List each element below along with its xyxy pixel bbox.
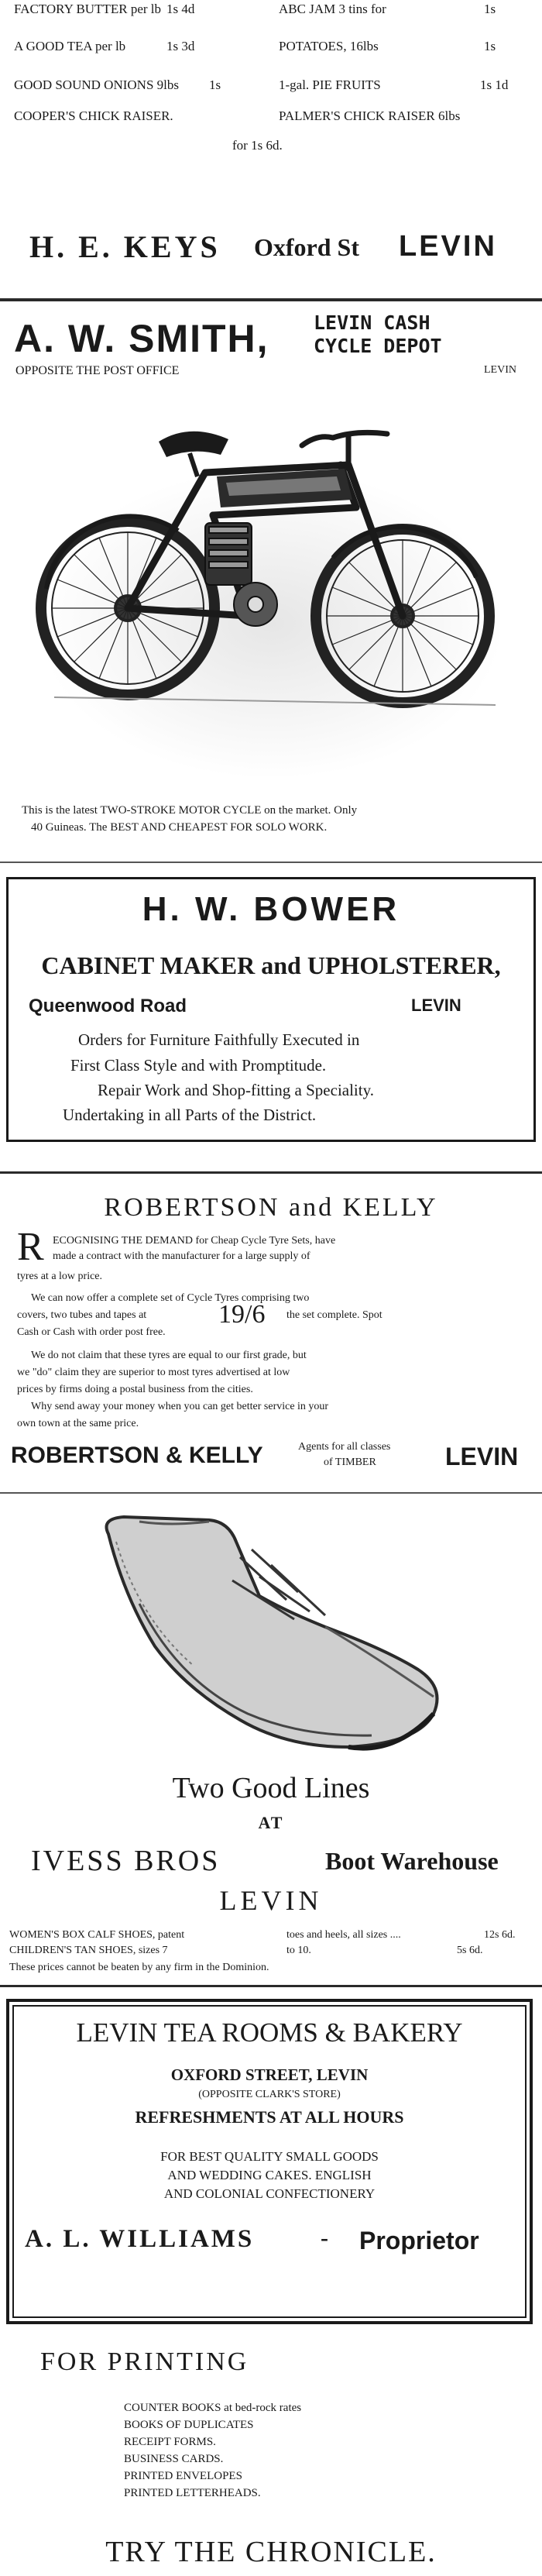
smith-town: LEVIN [484,364,516,376]
keys-price-jam: 1s [484,2,496,16]
robertson-agents-line1: Agents for all classes [298,1441,391,1453]
motorcycle-illustration [23,391,511,786]
robertson-p2-line2: covers, two tubes and tapes at [17,1309,147,1321]
robertson-p1-line3: tyres at a low price. [17,1271,103,1282]
bower-line3: Repair Work and Shop-fitting a Speciality. [98,1081,374,1099]
tearooms-role: Proprietor [359,2227,479,2254]
bower-trade: CABINET MAKER and UPHOLSTERER, [41,951,501,979]
robertson-agents-line2: of TIMBER [324,1457,376,1468]
divider [0,1985,542,1987]
ivess-line1-left: WOMEN'S BOX CALF SHOES, patent [9,1929,185,1941]
robertson-p3-line2: we "do" claim they are superior to most tyres advertised at low [17,1367,290,1378]
smith-name: A. W. SMITH, [14,317,269,360]
tearooms-ad [6,1999,533,2324]
robertson-price: 19/6 [218,1300,266,1329]
bower-road: Queenwood Road [29,996,187,1016]
bower-line1: Orders for Furniture Faithfully Executed in [78,1030,360,1049]
chronicle-item6: PRINTED LETTERHEADS. [124,2487,261,2499]
smith-depot-line1: LEVIN CASH [314,311,431,334]
tearooms-line1: FOR BEST QUALITY SMALL GOODS [160,2149,379,2164]
tearooms-line2: AND WEDDING CAKES. ENGLISH [167,2168,372,2182]
chronicle-item4: BUSINESS CARDS. [124,2453,224,2465]
divider [0,298,542,301]
keys-name: H. E. KEYS [29,229,221,264]
keys-price-potatoes: 1s [484,39,496,53]
smith-depot-line2: CYCLE DEPOT [314,335,442,357]
ivess-warehouse: Boot Warehouse [325,1847,499,1875]
chronicle-item3: RECEIPT FORMS. [124,2436,216,2448]
keys-price-butter: 1s 4d [166,2,195,16]
tearooms-dash: - [321,2225,328,2251]
robertson-p3-line1: We do not claim that these tyres are equal to our first grade, but [31,1350,307,1361]
keys-price-tea: 1s 3d [166,39,195,53]
ivess-line3: These prices cannot be beaten by any firm in the Dominion. [9,1962,269,1973]
robertson-town: LEVIN [445,1443,519,1470]
smith-caption-line2: 40 Guineas. The BEST AND CHEAPEST FOR SOLO WORK. [31,821,328,834]
robertson-p3-line5: own town at the same price. [17,1418,139,1429]
ivess-name: IVESS BROS [31,1845,221,1877]
robertson-p2-line3: Cash or Cash with order post free. [17,1326,166,1338]
bower-ad [6,877,536,1142]
keys-item-onions: GOOD SOUND ONIONS 9lbs [14,77,179,92]
keys-item-piefruits: 1-gal. PIE FRUITS [279,77,381,92]
keys-street: Oxford St [254,233,359,261]
chronicle-item2: BOOKS OF DUPLICATES [124,2419,254,2431]
robertson-footer-name: ROBERTSON & KELLY [11,1443,263,1468]
keys-item-butter: FACTORY BUTTER per lb [14,2,161,16]
keys-town: LEVIN [399,230,497,263]
tearooms-line3: AND COLONIAL CONFECTIONERY [163,2186,376,2201]
ivess-headline: Two Good Lines [172,1772,370,1804]
keys-item-tea: A GOOD TEA per lb [14,39,126,53]
chronicle-tagline: TRY THE CHRONICLE. [105,2536,437,2568]
ivess-line1-price: 12s 6d. [484,1929,516,1941]
keys-item-cooper: COOPER'S CHICK RAISER. [14,108,173,123]
keys-item-potatoes: POTATOES, 16lbs [279,39,379,53]
ivess-line1-mid: toes and heels, all sizes .... [286,1929,401,1941]
divider [0,862,542,863]
tearooms-refresh: REFRESHMENTS AT ALL HOURS [135,2107,404,2127]
keys-palmer-price: for 1s 6d. [232,138,283,153]
ivess-line2-price: 5s 6d. [457,1945,483,1956]
robertson-p1-line2: made a contract with the manufacturer for a large supply of [53,1250,310,1262]
robertson-p3-line3: prices by firms doing a postal business from the cities. [17,1384,253,1395]
ivess-town: LEVIN [219,1885,323,1916]
ivess-line2-mid: to 10. [286,1945,311,1956]
tearooms-title: LEVIN TEA ROOMS & BAKERY [76,2017,463,2048]
keys-item-jam: ABC JAM 3 tins for [279,2,386,16]
robertson-p1-line1: ECOGNISING THE DEMAND for Cheap Cycle Tyre Sets, have [53,1235,336,1247]
divider [0,1171,542,1174]
bower-line2: First Class Style and with Promptitude. [70,1056,327,1075]
bower-line4: Undertaking in all Parts of the District. [63,1106,317,1124]
tearooms-street: OXFORD STREET, LEVIN [170,2065,369,2084]
keys-price-piefruits: 1s 1d [480,77,509,92]
robertson-p3-line4: Why send away your money when you can get better service in your [31,1401,329,1412]
chronicle-item1: COUNTER BOOKS at bed-rock rates [124,2402,302,2414]
chronicle-item5: PRINTED ENVELOPES [124,2470,242,2482]
chronicle-heading: FOR PRINTING [40,2347,249,2376]
ivess-at: AT [258,1813,284,1832]
ivess-line2-left: CHILDREN'S TAN SHOES, sizes 7 [9,1945,168,1956]
divider [0,1492,542,1494]
robertson-p2-line2-end: the set complete. Spot [286,1309,382,1321]
tearooms-opposite: (OPPOSITE CLARK'S STORE) [198,2089,341,2100]
smith-opposite: OPPOSITE THE POST OFFICE [15,364,180,377]
robertson-drop-cap: R [17,1225,44,1269]
keys-item-palmer: PALMER'S CHICK RAISER 6lbs [279,108,461,123]
smith-caption-line1: This is the latest TWO-STROKE MOTOR CYCLE on the market. Only [22,804,358,817]
robertson-p2-line1: We can now offer a complete set of Cycle Tyres comprising two [31,1292,310,1304]
bower-name: H. W. BOWER [142,890,400,928]
robertson-heading: ROBERTSON and KELLY [104,1193,438,1222]
tearooms-name: A. L. WILLIAMS [25,2225,255,2253]
keys-price-onions: 1s [209,77,221,92]
shoe-illustration [93,1511,449,1766]
bower-town: LEVIN [411,996,461,1015]
